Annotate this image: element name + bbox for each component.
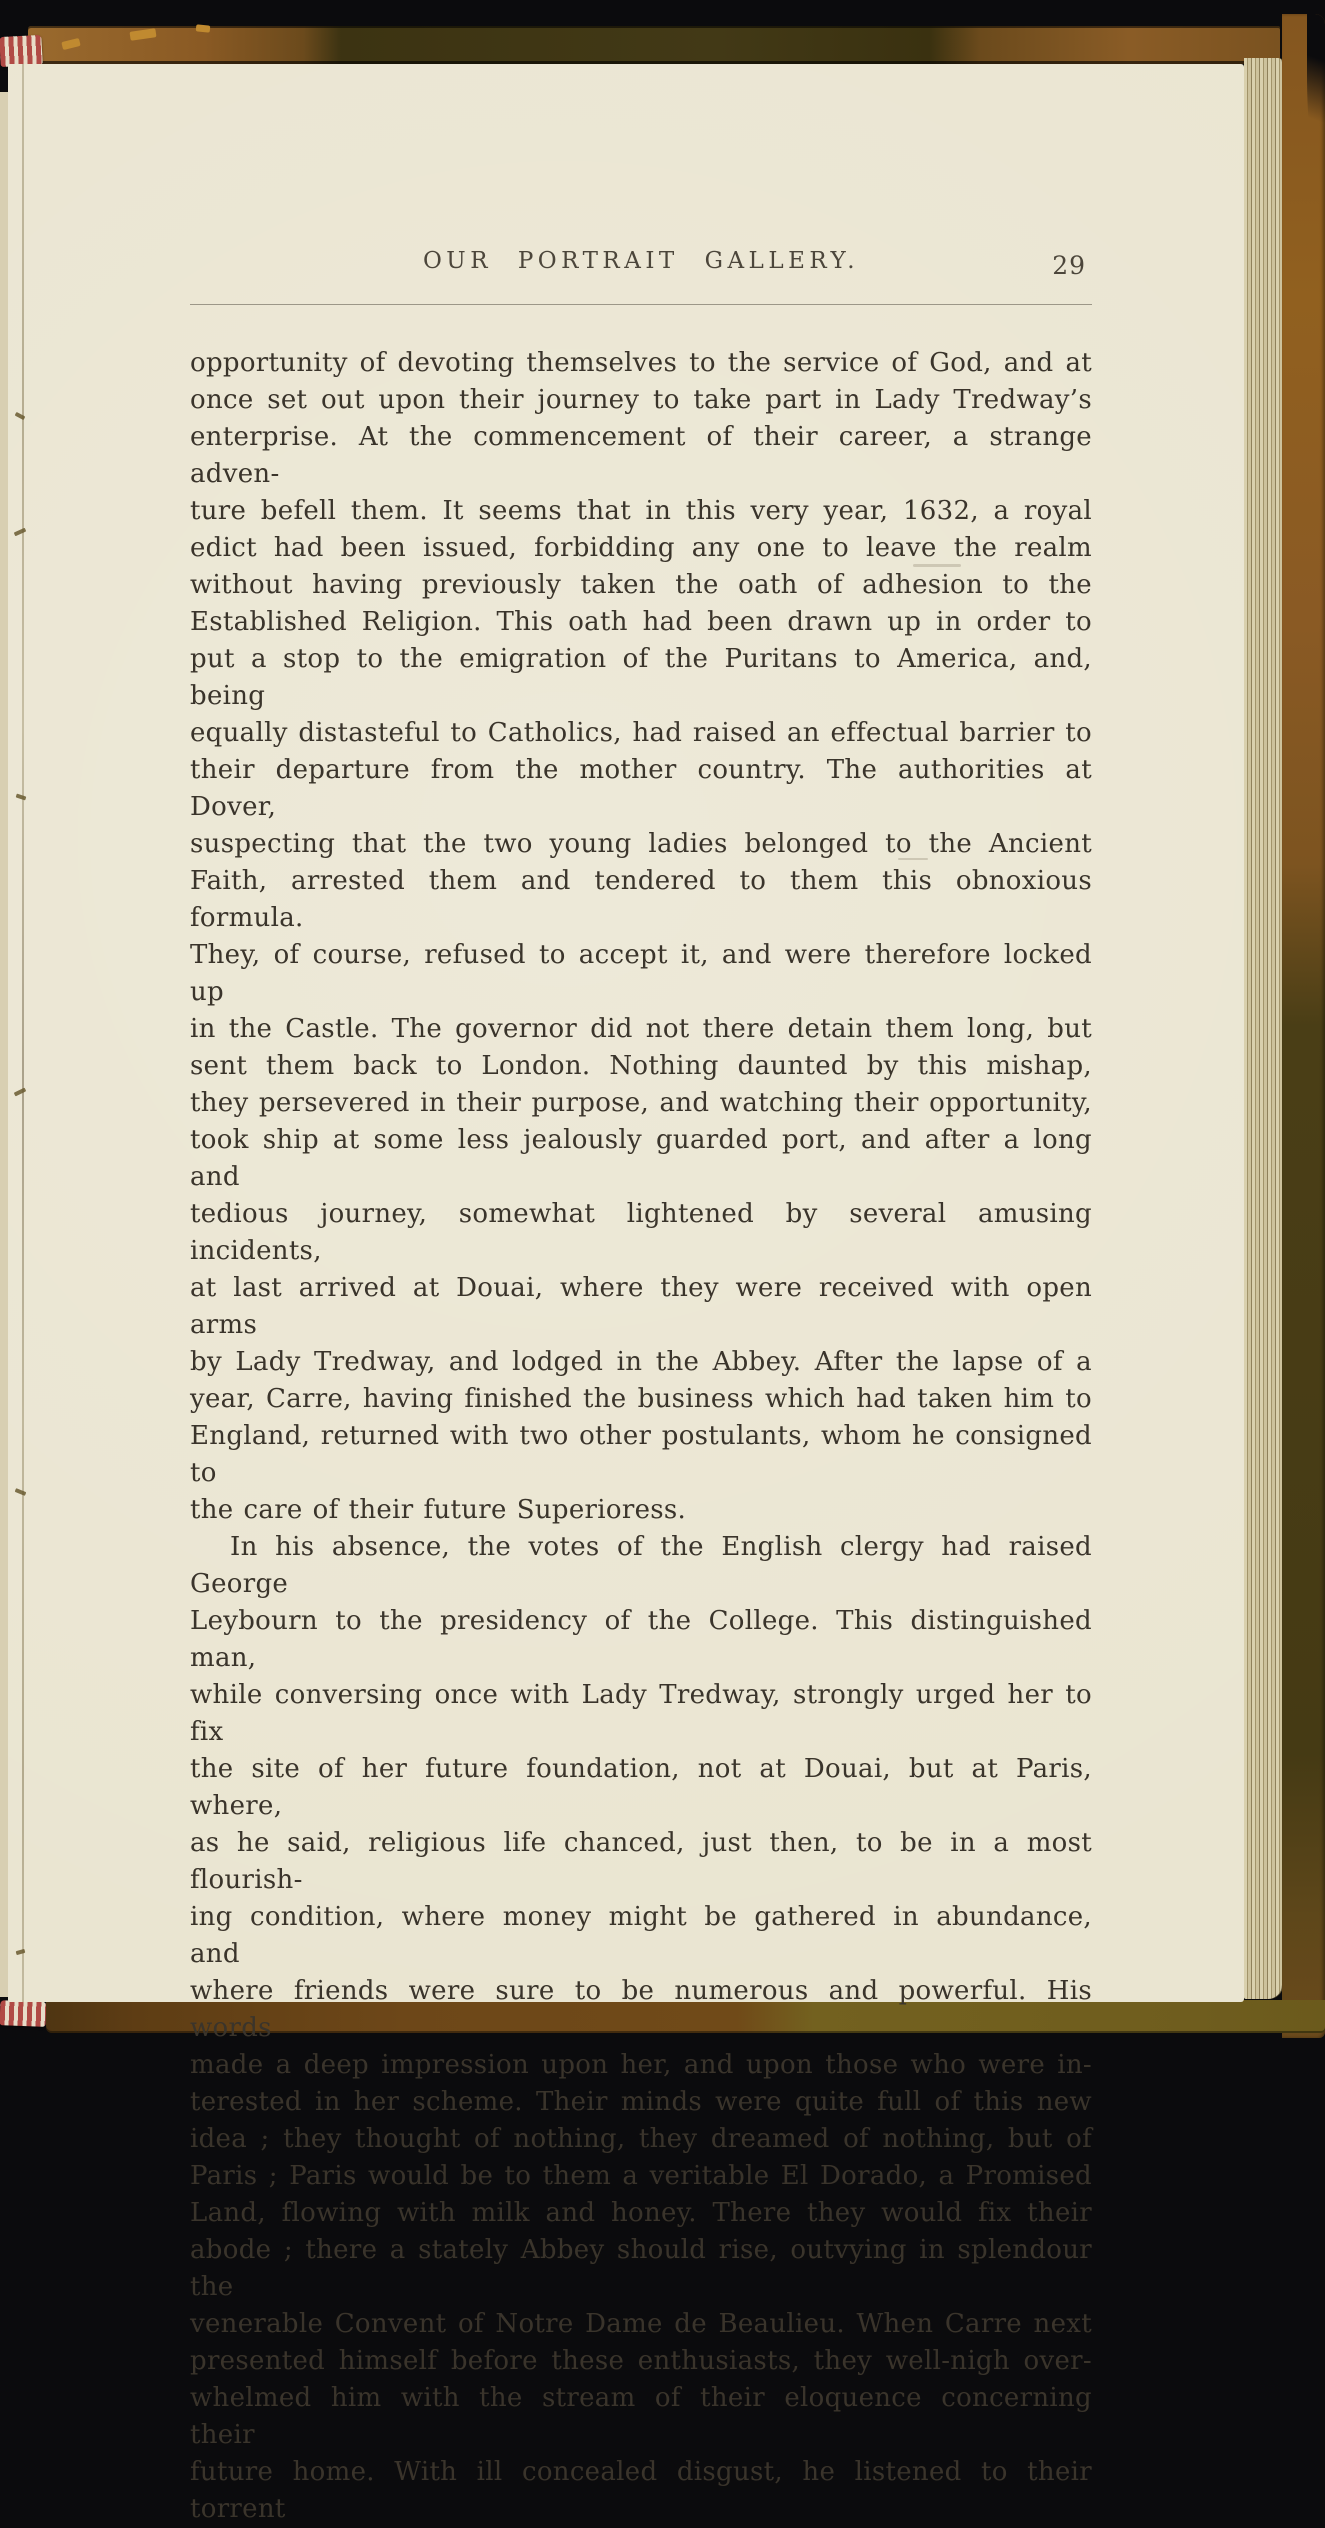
stitch-mark xyxy=(16,794,27,801)
text-line: Established Religion. This oath had been drawn up in order to xyxy=(190,607,1092,637)
text-line: Land, flowing with milk and honey. There they would fix their xyxy=(190,2198,1092,2228)
corner-shadow xyxy=(1307,14,1325,164)
text-line: future home. With ill concealed disgust, he listened to their torrent xyxy=(190,2457,1092,2524)
text-line: put a stop to the emigration of the Puritans to America, and, being xyxy=(190,644,1092,711)
text-line: without having previously taken the oath of adhesion to the xyxy=(190,570,1092,600)
book-cover-right-edge xyxy=(1282,14,1325,2038)
text-line: enterprise. At the commencement of their career, a strange adven- xyxy=(190,422,1092,489)
page-fore-edge-stack xyxy=(1244,58,1282,1999)
stitch-mark xyxy=(15,1488,27,1496)
text-line: opportunity of devoting themselves to the service of God, and at xyxy=(190,348,1092,378)
text-line: equally distasteful to Catholics, had raised an effectual barrier to xyxy=(190,718,1092,748)
gutter-crease xyxy=(22,64,24,2002)
text-line: the site of her future foundation, not at Douai, but at Paris, where, xyxy=(190,1754,1092,1821)
text-line: Paris ; Paris would be to them a veritable El Dorado, a Promised xyxy=(190,2161,1092,2191)
text-line: took ship at some less jealously guarded port, and after a long and xyxy=(190,1125,1092,1192)
text-line: once set out upon their journey to take part in Lady Tredway’s xyxy=(190,385,1092,415)
paragraph xyxy=(190,345,1092,1529)
text-line: edict had been issued, forbidding any one to leave the realm xyxy=(190,533,1092,563)
book-cover-top-edge xyxy=(28,26,1280,64)
text-line: ture befell them. It seems that in this very year, 1632, a royal xyxy=(190,496,1092,526)
running-title: OUR PORTRAIT GALLERY. xyxy=(422,248,860,274)
text-line: Faith, arrested them and tendered to them this obnoxious formula. xyxy=(190,866,1092,933)
text-line: where friends were sure to be numerous and powerful. His words xyxy=(190,1976,1092,2043)
text-line: terested in her scheme. Their minds were quite full of this new xyxy=(190,2087,1092,2117)
worn-leather-fleck xyxy=(196,24,211,32)
body-text xyxy=(190,345,1092,2528)
page-number: 29 xyxy=(1052,251,1086,280)
text-line: whelmed him with the stream of their eloquence concerning their xyxy=(190,2383,1092,2450)
text-line: year, Carre, having finished the business which had taken him to xyxy=(190,1384,1092,1414)
endband-bottom xyxy=(0,2000,46,2027)
text-line: suspecting that the two young ladies belonged to the Ancient xyxy=(190,829,1092,859)
text-line: the care of their future Superioress. xyxy=(190,1495,687,1525)
page xyxy=(8,64,1244,2524)
text-line: by Lady Tredway, and lodged in the Abbey. After the lapse of a xyxy=(190,1347,1092,1377)
page-header xyxy=(190,248,1092,288)
text-line: abode ; there a stately Abbey should rise, outvying in splendour the xyxy=(190,2235,1092,2302)
text-line: idea ; they thought of nothing, they dreamed of nothing, but of xyxy=(190,2124,1092,2154)
text-line: In his absence, the votes of the English clergy had raised George xyxy=(190,1532,1092,1599)
text-line: made a deep impression upon her, and upon those who were in- xyxy=(190,2050,1092,2080)
paragraph xyxy=(190,1529,1092,2528)
text-line: their departure from the mother country. The authorities at Dover, xyxy=(190,755,1092,822)
text-line: they persevered in their purpose, and watching their opportunity, xyxy=(190,1088,1092,1118)
endband-top xyxy=(0,35,43,67)
text-line: ing condition, where money might be gathered in abundance, and xyxy=(190,1902,1092,1969)
stitch-mark xyxy=(14,528,27,537)
text-line: while conversing once with Lady Tredway, strongly urged her to fix xyxy=(190,1680,1092,1747)
text-line: in the Castle. The governor did not there detain them long, but xyxy=(190,1014,1092,1044)
text-line: sent them back to London. Nothing daunted by this mishap, xyxy=(190,1051,1092,1081)
text-line: They, of course, refused to accept it, and were therefore locked up xyxy=(190,940,1092,1007)
text-line: England, returned with two other postulants, whom he consigned to xyxy=(190,1421,1092,1488)
text-line: presented himself before these enthusiasts, they well-nigh over- xyxy=(190,2346,1092,2376)
text-line: Leybourn to the presidency of the College. This distinguished man, xyxy=(190,1606,1092,1673)
text-line: venerable Convent of Notre Dame de Beaulieu. When Carre next xyxy=(190,2309,1092,2339)
header-rule xyxy=(190,304,1092,305)
text-line: tedious journey, somewhat lightened by several amusing incidents, xyxy=(190,1199,1092,1266)
text-line: as he said, religious life chanced, just then, to be in a most flourish- xyxy=(190,1828,1092,1895)
text-line: at last arrived at Douai, where they were received with open arms xyxy=(190,1273,1092,1340)
stitch-mark xyxy=(14,1088,27,1097)
